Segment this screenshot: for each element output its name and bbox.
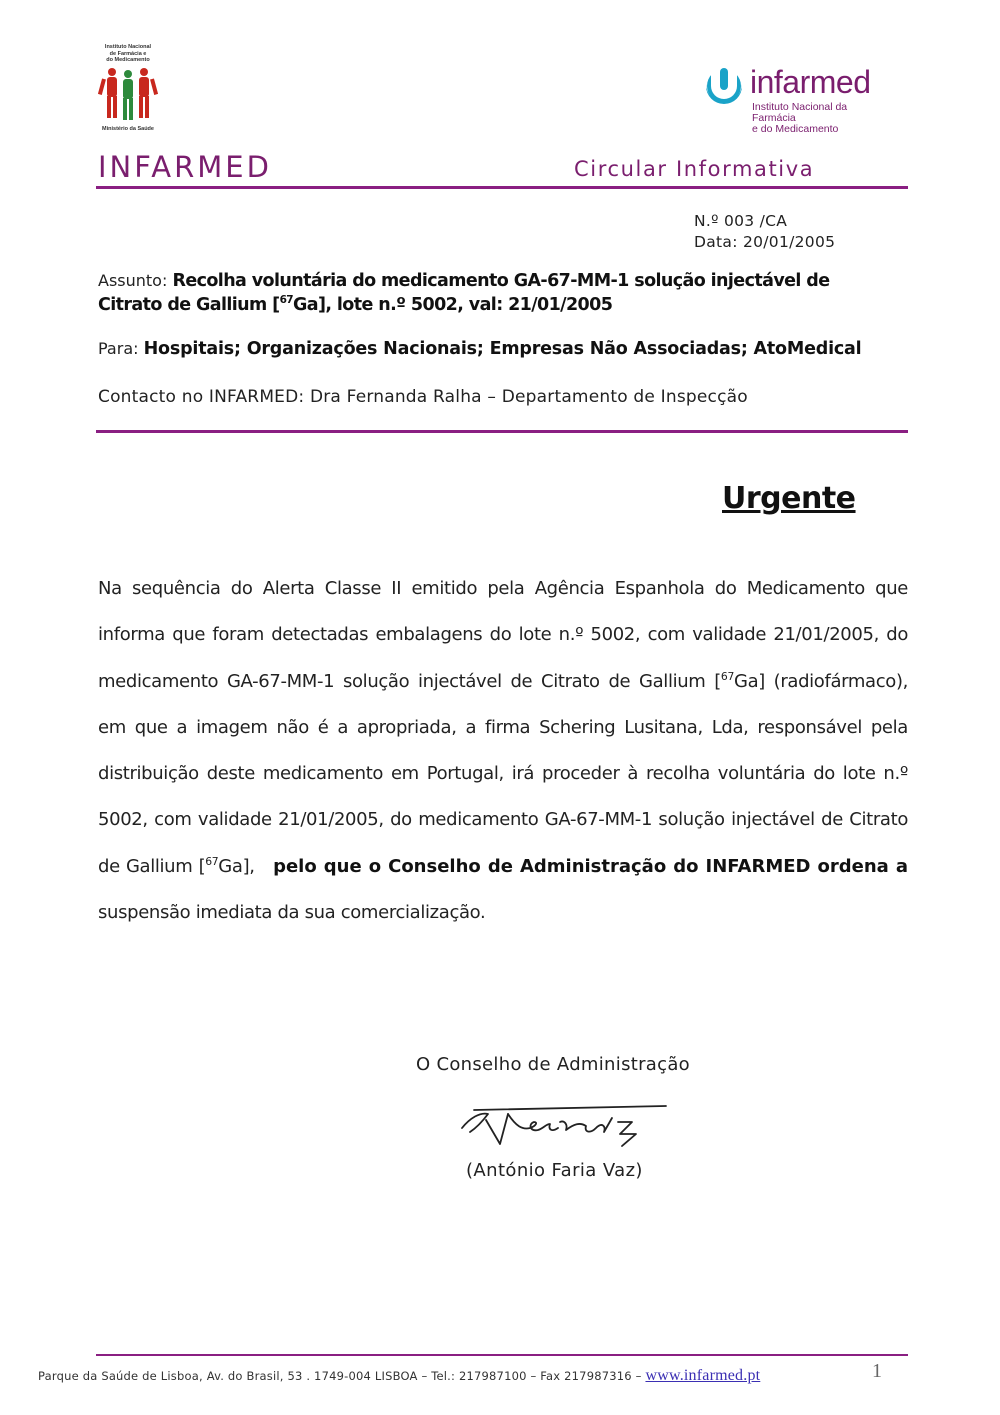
subject-line-2	[98, 293, 918, 317]
body-text: suspensão imediata da sua comercialização.	[98, 902, 486, 924]
logo-text-line: Instituto Nacional	[104, 44, 152, 50]
footer-address: Parque da Saúde de Lisboa, Av. do Brasil, 53 . 1749-004 LISBOA – Tel.: 217987100 – Fax 217987316 –	[38, 1369, 642, 1383]
ministry-logo	[92, 44, 164, 136]
body-bold-text: pelo que o Conselho de Administração do INFARMED ordena a	[273, 855, 908, 877]
body-text: Ga] (radiofármaco), em que a imagem não é a apropriada, a firma Schering Lusitana, Lda, responsável pela distribuição deste medicamento em Portugal, irá proceder à recolha voluntária do lote n.º 5002, com validade 21/01/2005, do medicamento GA-67-MM-1 solução injectável de Citrato de Gallium [	[98, 670, 908, 877]
recipients-block	[98, 339, 861, 359]
header-divider	[96, 186, 908, 189]
header-left-title: INFARMED	[98, 150, 272, 184]
subject-label: Assunto:	[98, 271, 168, 290]
urgent-heading: Urgente	[722, 481, 856, 516]
footer-address-line	[38, 1367, 760, 1385]
website-link[interactable]: www.infarmed.pt	[645, 1367, 761, 1384]
section-divider	[96, 430, 908, 433]
body-text: Na sequência do Alerta Classe II emitido pela Agência Espanhola do Medicamento que informa que foram detectadas embalagens do lote n.º 5002, com validade 21/01/2005, do medicamento GA-67-MM-1 solução injectável de Citrato de Gallium [	[98, 578, 908, 692]
isotope-superscript: 67	[720, 669, 734, 683]
logo-text-line: do Medicamento	[106, 57, 150, 63]
footer-divider	[96, 1354, 908, 1356]
signatory-name: (António Faria Vaz)	[466, 1160, 643, 1181]
ministry-logo-text-top	[92, 44, 164, 64]
isotope-superscript: 67	[279, 294, 293, 307]
brand-subtitle	[752, 102, 892, 135]
body-paragraph	[98, 566, 908, 936]
infarmed-symbol-icon	[702, 66, 746, 110]
subject-line-1: Recolha voluntária do medicamento GA-67-MM-1 solução injectável de	[172, 271, 830, 291]
subject-text: Ga], lote n.º 5002, val: 21/01/2005	[293, 295, 613, 315]
recipients-value: Hospitais; Organizações Nacionais; Empresas Não Associadas; AtoMedical	[143, 339, 862, 359]
circular-date: Data: 20/01/2005	[694, 233, 836, 251]
isotope-superscript: 67	[205, 854, 219, 868]
logo-text-line: de Farmácia e	[109, 50, 147, 57]
body-text: Ga],	[218, 855, 255, 877]
ministry-logo-text-bottom: Ministério da Saúde	[102, 125, 154, 132]
subject-text: Citrato de Gallium [	[98, 295, 280, 315]
signature-title: O Conselho de Administração	[416, 1054, 690, 1075]
recipients-label: Para:	[98, 339, 139, 358]
brand-subtitle-line: e do Medicamento	[752, 123, 839, 135]
page-number: 1	[872, 1360, 882, 1382]
subject-block	[98, 269, 918, 317]
infarmed-logo	[702, 64, 892, 135]
brand-name: infarmed	[750, 64, 871, 100]
human-figures-icon	[92, 66, 164, 126]
handwritten-signature	[456, 1100, 676, 1160]
brand-subtitle-line: Instituto Nacional da Farmácia	[752, 101, 848, 124]
header-right-title: Circular Informativa	[574, 157, 815, 181]
contact-line: Contacto no INFARMED: Dra Fernanda Ralha – Departamento de Inspecção	[98, 387, 748, 407]
circular-number: N.º 003 /CA	[694, 212, 788, 230]
